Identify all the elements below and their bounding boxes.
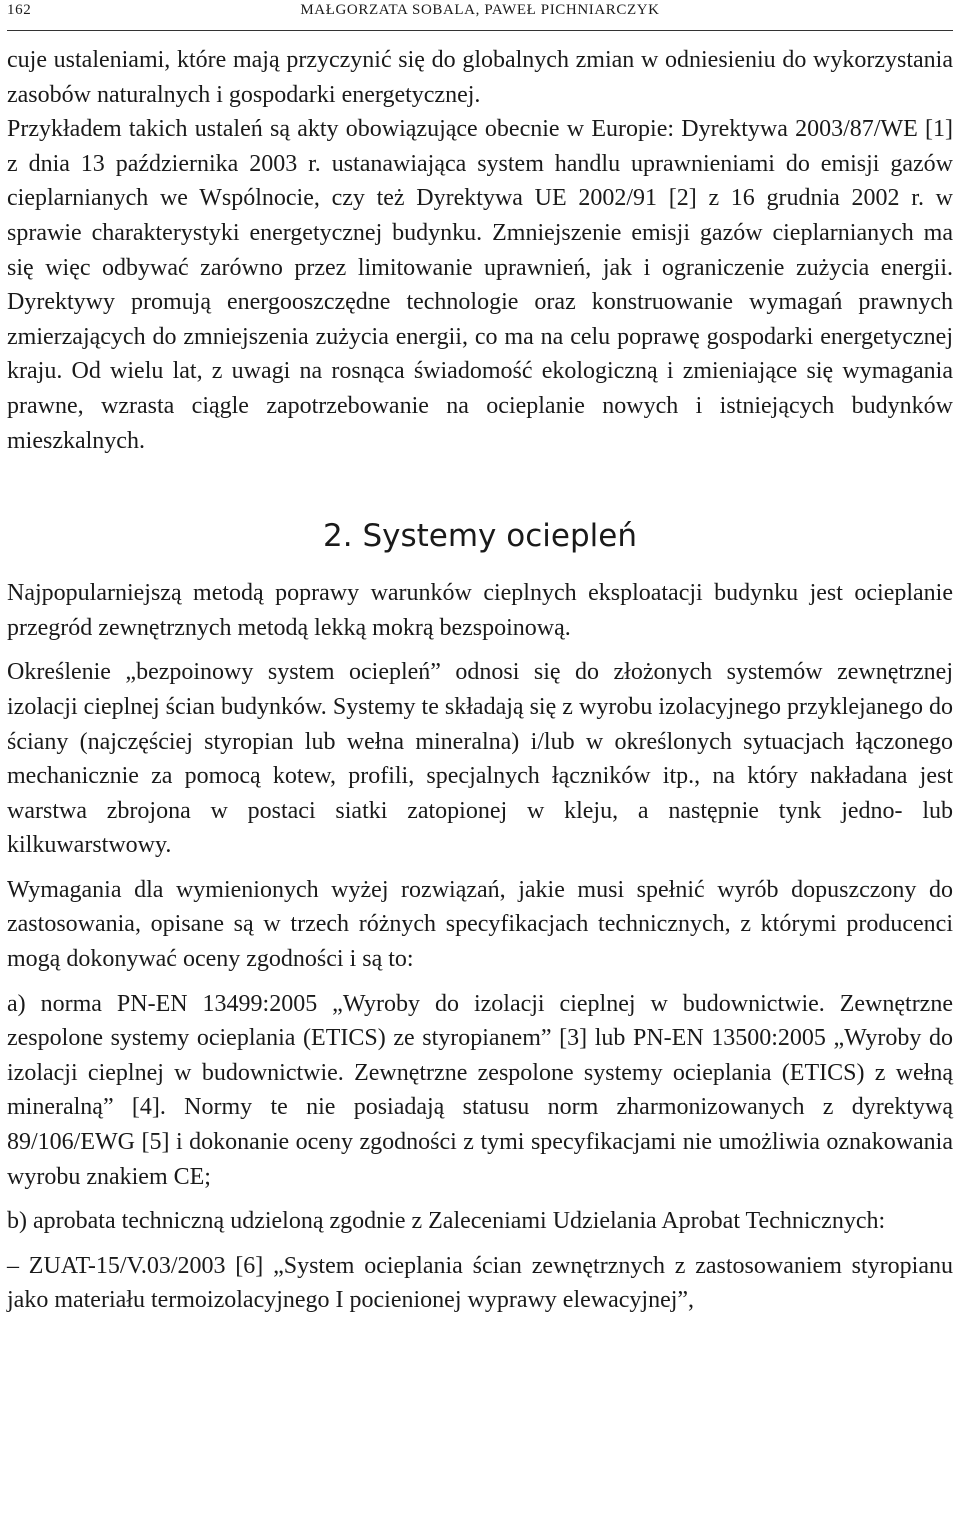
paragraph-continuation: cuje ustaleniami, które mają przyczynić się do globalnych zmian w odniesieniu do wykorzystania zasobów naturalnych i gospodarki energetycznej. [7, 47, 953, 108]
section-title: 2. Systemy ociepleń [323, 518, 637, 555]
page-number: 162 [7, 2, 32, 18]
document-page [7, 0, 953, 1318]
paragraph-definition: Określenie „bezpoinowy system ociepleń” odnosi się do złożonych systemów zewnętrznej izolacji cieplnej ścian budynków. Systemy te składają się z wyrobu izolacyjnego przyklejanego do ściany (najczęściej styropian lub wełna mineralna) i/lub w określonych sytuacjach łączonego mechanicznie za pomocą kotew, profili, specjalnych łączników itp., na który nakładana jest warstwa zbrojona w postaci siatki zatopionej w kleju, a następnie tynk jedno- lub kilkuwarstwowy. [7, 659, 953, 859]
header-rule [7, 30, 953, 31]
paragraph-requirements: Wymagania dla wymienionych wyżej rozwiązań, jakie musi spełnić wyrób dopuszczony do zastosowania, opisane są w trzech różnych specyfikacjach technicznych, z którymi producenci mogą dokonywać oceny zgodności i są to: [7, 876, 953, 973]
paragraph-popular-method: Najpopularniejszą metodą poprawy warunków cieplnych eksploatacji budynku jest ocieplanie przegród zewnętrznych metodą lekką mokrą bezspoinową. [7, 580, 953, 641]
paragraph-directives: Przykładem takich ustaleń są akty obowiązujące obecnie w Europie: Dyrektywa 2003/87/WE [1] z dnia 13 października 2003 r. ustanawiająca system handlu uprawnieniami do emisji gazów cieplarnianych we Wspólnocie, czy też Dyrektywa UE 2002/91 [2] z 16 grudnia 2002 r. w sprawie charakterystyki energetycznej budynku. Zmniejszenie emisji gazów cieplarnianych ma się więc odbywać zarówno przez limitowanie uprawnień, jak i ograniczenie zużycia energii. Dyrektywy promują energooszczędne technologie oraz konstruowanie wymagań prawnych zmierzających do zmniejszenia zużycia energii, co ma na celu poprawę gospodarki energetycznej kraju. Od wielu lat, z uwagi na rosnąca świadomość ekologiczną i zmieniające się wymagania prawne, wzrasta ciągle zapotrzebowanie na ocieplanie nowych i istniejących budynków mieszkalnych. [7, 116, 953, 454]
list-item-zuat: – ZUAT-15/V.03/2003 [6] „System ocieplania ścian zewnętrznych z zastosowaniem styropianu jako materiału termoizolacyjnego I pocienionej wyprawy elewacyjnej”, [7, 1252, 953, 1314]
list-item-b: b) aprobata techniczną udzieloną zgodnie z Zaleceniami Udzielania Aprobat Technicznych: [7, 1208, 886, 1235]
list-item-a: a) norma PN-EN 13499:2005 „Wyroby do izolacji cieplnej w budownictwie. Zewnętrzne zespolone systemy ocieplania (ETICS) ze styropianem” [3] lub PN-EN 13500:2005 „Wyroby do izolacji cieplnej w budownictwie. Zewnętrzne zespolone systemy ocieplania (ETICS) z wełną mineralną” [4]. Normy te nie posiadają statusu norm zharmonizowanych z dyrektywą 89/106/EWG [5] i dokonanie oceny zgodności z tymi specyfikacjami nie umożliwia oznakowania wyrobu znakiem CE; [7, 990, 953, 1190]
page-header [7, 0, 953, 30]
running-head: MAŁGORZATA SOBALA, PAWEŁ PICHNIARCZYK [300, 2, 660, 18]
